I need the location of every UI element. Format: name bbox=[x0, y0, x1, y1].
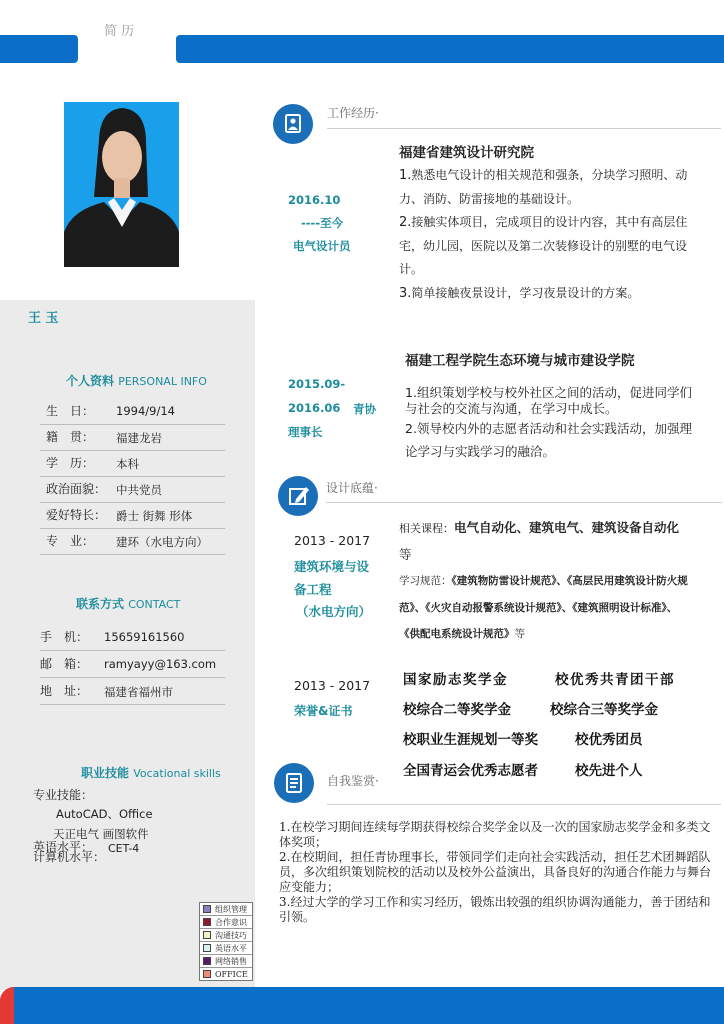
honor-item: 校职业生涯规划一等奖 bbox=[403, 732, 538, 748]
skills-heading-cn: 职业技能 bbox=[81, 766, 130, 780]
work-section-icon bbox=[273, 104, 313, 144]
duty-number: 1. bbox=[399, 168, 412, 183]
duty-number: 1. bbox=[405, 385, 417, 400]
english-level-label: 英语水平： bbox=[33, 840, 94, 854]
job1-duty-item bbox=[399, 282, 699, 306]
info-row-hobbies bbox=[40, 504, 225, 529]
job2-role-a: 青协 bbox=[353, 402, 376, 416]
duty-text: 简单接触夜景设计，学习夜景设计的方案。 bbox=[411, 285, 640, 300]
work-divider bbox=[327, 128, 721, 129]
skills-heading-en: Vocational skills bbox=[133, 767, 221, 780]
legend-item bbox=[200, 929, 252, 942]
honor-item: 校综合三等奖学金 bbox=[550, 702, 658, 718]
courses-tail: 等 bbox=[399, 547, 412, 562]
duty-text: 领导校内外的志愿者活动和社会实践活动，加强理论学习与实践学习的融洽。 bbox=[405, 421, 692, 459]
legend-swatch bbox=[203, 931, 211, 939]
contact-row-email bbox=[40, 653, 225, 678]
design-section-icon bbox=[278, 476, 318, 516]
self-assessment-text bbox=[279, 820, 716, 925]
self-point: 3.经过大学的学习工作和实习经历，锻炼出较强的组织协调沟通能力，善于团结和引领。 bbox=[279, 895, 711, 924]
job1-duties bbox=[399, 164, 699, 305]
legend-item bbox=[200, 916, 252, 929]
skills-legend bbox=[199, 902, 253, 981]
job1-date-end: ----至今 bbox=[301, 216, 344, 230]
duty-text: 组织策划学校与校外社区之间的活动，促进同学们与社会的交流与沟通，在学习中成长。 bbox=[405, 385, 692, 416]
design-specs bbox=[399, 568, 691, 648]
personal-heading-en: PERSONAL INFO bbox=[118, 375, 207, 388]
legend-swatch bbox=[203, 944, 211, 952]
self-section-icon bbox=[274, 763, 314, 803]
self-point: 2.在校期间，担任青协理事长，带领同学们走向社会实践活动，担任艺术团舞蹈队员，多次组织策划院校的活动以及校外公益演出，具备良好的沟通合作能力与舞台应变能力； bbox=[279, 850, 712, 894]
honor-item: 校优秀团员 bbox=[575, 732, 643, 748]
job2-company: 福建工程学院生态环境与城市建设学院 bbox=[405, 353, 635, 369]
info-value: 本科 bbox=[116, 457, 139, 471]
honors-period: 2013 - 2017 bbox=[294, 678, 371, 693]
design-divider bbox=[326, 502, 722, 503]
legend-label: OFFICE bbox=[215, 969, 248, 979]
info-value: 福建龙岩 bbox=[116, 431, 162, 445]
job2-duties bbox=[405, 385, 697, 463]
software-skills: AutoCAD、Office bbox=[56, 807, 153, 821]
info-value: 中共党员 bbox=[116, 483, 162, 497]
duty-text: 接触实体项目，完成项目的设计内容，其中有高层住宅，幼儿园，医院以及第二次装修设计的别墅的电气设计。 bbox=[399, 215, 688, 276]
self-divider bbox=[327, 804, 721, 805]
legend-label: 组织管理 bbox=[215, 904, 247, 914]
honors-label: 荣誉&证书 bbox=[294, 704, 353, 718]
contact-label: 邮 箱： bbox=[40, 657, 89, 671]
duty-number: 2. bbox=[405, 421, 417, 436]
info-row-political bbox=[40, 478, 225, 503]
software-skills-2: 天正电气 画图软件 bbox=[53, 827, 149, 841]
design-major-2: 备工程 bbox=[294, 582, 332, 597]
job2-duty-item bbox=[405, 417, 697, 463]
honor-item: 校优秀共青团干部 bbox=[555, 672, 675, 688]
contact-row-phone bbox=[40, 626, 225, 651]
duty-text: 熟悉电气设计的相关规范和强条，分块学习照明、动力、消防、防雷接地的基础设计。 bbox=[399, 168, 688, 206]
job2-date-end: 2016.06 bbox=[288, 401, 341, 415]
legend-item bbox=[200, 955, 252, 968]
info-value: 建环（水电方向） bbox=[116, 535, 208, 549]
header-bar-right bbox=[176, 35, 724, 63]
courses-label: 相关课程： bbox=[399, 522, 454, 535]
job2-date-start: 2015.09- bbox=[288, 377, 346, 391]
info-label: 政治面貌： bbox=[46, 482, 107, 496]
specs-list: 《建筑物防雷设计规范》、《高层民用建筑设计防火规范》、《火灾自动报警系统设计规范》、《建筑照明设计标准》、《供配电系统设计规范》 bbox=[399, 575, 688, 640]
contact-phone[interactable]: 15659161560 bbox=[104, 630, 185, 644]
job2-role-b: 理事长 bbox=[288, 425, 323, 439]
legend-label: 沟通技巧 bbox=[215, 930, 247, 940]
header-title: 简 历 bbox=[104, 24, 135, 39]
work-section-title: 工作经历· bbox=[327, 106, 379, 120]
job1-date-start: 2016.10 bbox=[288, 193, 341, 207]
info-value: 爵士 街舞 形体 bbox=[116, 509, 193, 523]
info-row-education bbox=[40, 452, 225, 477]
personal-heading-cn: 个人资料 bbox=[66, 374, 115, 388]
legend-swatch bbox=[203, 970, 211, 978]
contact-email[interactable]: ramyayy@163.com bbox=[104, 657, 217, 671]
contact-label: 手 机： bbox=[40, 630, 89, 644]
contact-heading bbox=[76, 595, 180, 612]
job1-duty-item bbox=[399, 211, 699, 282]
legend-swatch bbox=[203, 957, 211, 965]
skills-heading bbox=[81, 764, 221, 781]
pro-skill-label: 专业技能： bbox=[33, 788, 94, 802]
contact-address: 福建省福州市 bbox=[104, 685, 173, 699]
self-point: 1.在校学习期间连续每学期获得校综合奖学金以及一次的国家励志奖学金和多类文体奖项； bbox=[279, 820, 711, 849]
courses-list: 电气自动化、建筑电气、建筑设备自动化 bbox=[454, 520, 680, 535]
honor-item: 校先进个人 bbox=[575, 763, 643, 779]
legend-swatch bbox=[203, 905, 211, 913]
computer-level-label: 计算机水平： bbox=[33, 850, 106, 864]
info-value: 1994/9/14 bbox=[116, 404, 175, 418]
contact-row-address bbox=[40, 680, 225, 705]
honor-item: 国家励志奖学金 bbox=[403, 672, 508, 688]
legend-label: 英语水平 bbox=[215, 943, 247, 953]
info-label: 专 业： bbox=[46, 534, 95, 548]
design-major-1: 建筑环境与设 bbox=[294, 559, 370, 574]
design-period: 2013 - 2017 bbox=[294, 533, 371, 548]
honor-item: 校综合二等奖学金 bbox=[403, 702, 511, 718]
profile-name: 王 玉 bbox=[28, 311, 59, 326]
legend-item bbox=[200, 903, 252, 916]
info-row-hometown bbox=[40, 426, 225, 451]
contact-heading-en: CONTACT bbox=[128, 598, 181, 611]
legend-label: 合作意识 bbox=[215, 917, 247, 927]
info-label: 爱好特长： bbox=[46, 508, 107, 522]
header-bar-left bbox=[0, 35, 78, 63]
honor-item: 全国青运会优秀志愿者 bbox=[403, 763, 538, 779]
legend-item bbox=[200, 968, 252, 980]
contact-heading-cn: 联系方式 bbox=[76, 597, 125, 611]
contact-label: 地 址： bbox=[40, 684, 89, 698]
info-row-major bbox=[40, 530, 225, 555]
duty-number: 3. bbox=[399, 285, 412, 301]
duty-number: 2. bbox=[399, 215, 412, 230]
personal-info-heading bbox=[66, 372, 207, 389]
profile-photo bbox=[64, 102, 179, 267]
specs-label: 学习规范： bbox=[399, 575, 452, 587]
design-major-3: （水电方向） bbox=[296, 604, 372, 619]
footer-bar bbox=[0, 987, 724, 1024]
legend-item bbox=[200, 942, 252, 955]
job1-role: 电气设计员 bbox=[293, 239, 351, 253]
job1-duty-item bbox=[399, 164, 699, 211]
design-section-title: 设计底蕴· bbox=[326, 481, 378, 495]
legend-swatch bbox=[203, 918, 211, 926]
info-label: 生 日： bbox=[46, 404, 95, 418]
info-row-birthday bbox=[40, 400, 225, 425]
footer-accent bbox=[0, 987, 14, 1024]
design-courses bbox=[399, 515, 689, 568]
info-label: 学 历： bbox=[46, 456, 95, 470]
self-section-title: 自我鉴赏· bbox=[327, 774, 379, 788]
specs-tail: 等 bbox=[514, 628, 525, 640]
legend-label: 网络销售 bbox=[215, 956, 247, 966]
job2-duty-item bbox=[405, 385, 697, 417]
cet-level: CET-4 bbox=[108, 842, 140, 855]
info-label: 籍 贯： bbox=[46, 430, 95, 444]
job1-company: 福建省建筑设计研究院 bbox=[399, 145, 534, 161]
